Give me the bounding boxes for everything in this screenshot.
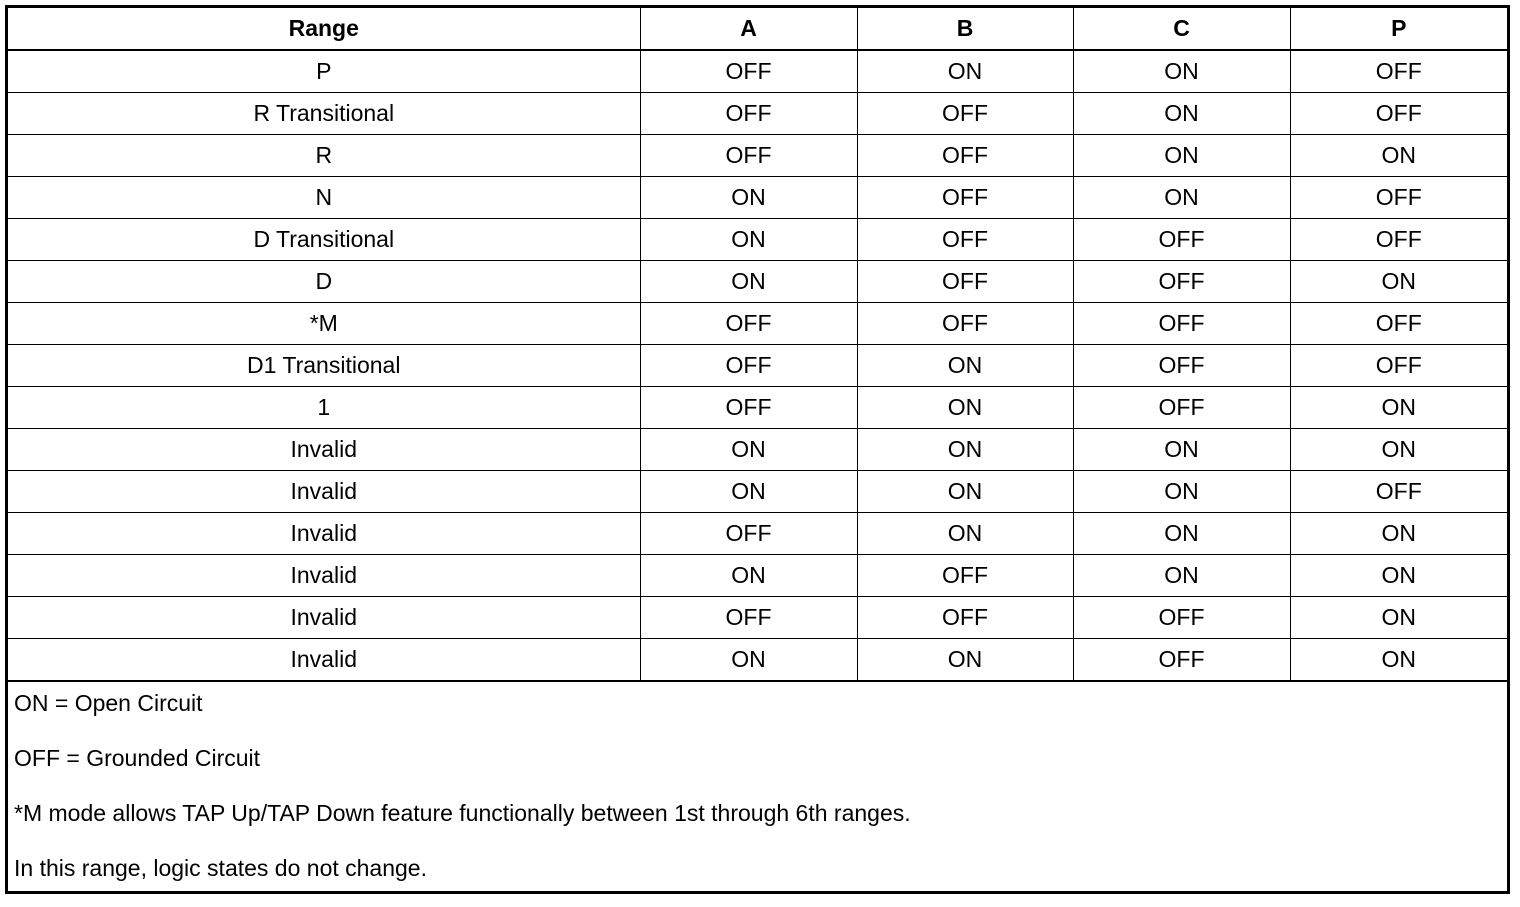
legend-notes [8,682,1507,907]
state-cell-p: ON [1290,135,1507,177]
range-cell: Invalid [8,471,640,513]
state-cell-c: OFF [1073,219,1290,261]
table-row [8,345,1507,387]
table-row [8,471,1507,513]
state-cell-b: ON [857,513,1073,555]
state-cell-c: ON [1073,471,1290,513]
state-cell-b: OFF [857,93,1073,135]
state-cell-b: ON [857,50,1073,93]
state-cell-b: ON [857,387,1073,429]
table-row [8,387,1507,429]
state-cell-c: OFF [1073,345,1290,387]
table-row [8,639,1507,682]
table-row [8,597,1507,639]
state-cell-p: ON [1290,261,1507,303]
state-cell-a: ON [640,639,857,682]
state-cell-c: OFF [1073,261,1290,303]
state-cell-a: OFF [640,597,857,639]
state-cell-a: OFF [640,513,857,555]
range-cell: P [8,50,640,93]
state-cell-p: ON [1290,387,1507,429]
state-cell-b: OFF [857,303,1073,345]
range-cell: D [8,261,640,303]
header-c: C [1073,8,1290,50]
state-cell-b: ON [857,429,1073,471]
table-row [8,50,1507,93]
range-cell: R Transitional [8,93,640,135]
state-cell-c: OFF [1073,387,1290,429]
note-m-mode: *M mode allows TAP Up/TAP Down feature functionally between 1st through 6th ranges. [14,800,911,826]
table-row [8,513,1507,555]
header-a: A [640,8,857,50]
range-cell: N [8,177,640,219]
state-cell-p: ON [1290,639,1507,682]
table-row [8,177,1507,219]
state-cell-c: OFF [1073,303,1290,345]
state-cell-a: ON [640,555,857,597]
state-cell-p: OFF [1290,303,1507,345]
state-cell-c: ON [1073,429,1290,471]
table-row [8,135,1507,177]
range-cell: Invalid [8,429,640,471]
state-cell-c: ON [1073,135,1290,177]
header-range: Range [8,8,640,50]
range-cell: R [8,135,640,177]
state-cell-c: ON [1073,513,1290,555]
range-cell: *M [8,303,640,345]
state-cell-a: ON [640,219,857,261]
range-cell: D Transitional [8,219,640,261]
state-cell-c: OFF [1073,597,1290,639]
state-cell-p: OFF [1290,93,1507,135]
range-cell: Invalid [8,513,640,555]
table-row [8,555,1507,597]
state-cell-p: OFF [1290,177,1507,219]
header-p: P [1290,8,1507,50]
state-cell-p: OFF [1290,471,1507,513]
state-cell-a: OFF [640,345,857,387]
range-cell: Invalid [8,639,640,682]
state-cell-p: OFF [1290,50,1507,93]
note-logic-states: In this range, logic states do not change. [14,855,427,881]
state-cell-p: ON [1290,429,1507,471]
state-cell-b: ON [857,639,1073,682]
range-cell: Invalid [8,597,640,639]
state-cell-a: ON [640,471,857,513]
state-cell-c: ON [1073,177,1290,219]
state-cell-c: ON [1073,50,1290,93]
state-cell-a: OFF [640,387,857,429]
state-cell-b: OFF [857,135,1073,177]
state-cell-b: ON [857,471,1073,513]
state-cell-b: OFF [857,555,1073,597]
state-cell-b: OFF [857,177,1073,219]
table-row [8,429,1507,471]
state-cell-b: OFF [857,261,1073,303]
header-row [8,8,1507,50]
state-cell-c: ON [1073,555,1290,597]
note-off-definition: OFF = Grounded Circuit [14,745,261,771]
state-cell-a: ON [640,177,857,219]
state-cell-p: OFF [1290,219,1507,261]
state-cell-b: ON [857,345,1073,387]
state-cell-a: OFF [640,135,857,177]
table-row [8,303,1507,345]
range-logic-table [8,8,1507,682]
table-row [8,93,1507,135]
table-row [8,261,1507,303]
state-cell-b: OFF [857,219,1073,261]
note-on-definition: ON = Open Circuit [14,690,203,716]
state-cell-c: ON [1073,93,1290,135]
state-cell-c: OFF [1073,639,1290,682]
state-cell-p: ON [1290,513,1507,555]
state-cell-a: OFF [640,303,857,345]
state-cell-p: OFF [1290,345,1507,387]
logic-table-frame [5,5,1510,894]
state-cell-a: OFF [640,50,857,93]
table-row [8,219,1507,261]
state-cell-a: ON [640,429,857,471]
state-cell-a: OFF [640,93,857,135]
state-cell-b: OFF [857,597,1073,639]
range-cell: D1 Transitional [8,345,640,387]
state-cell-a: ON [640,261,857,303]
state-cell-p: ON [1290,555,1507,597]
range-cell: Invalid [8,555,640,597]
header-b: B [857,8,1073,50]
range-cell: 1 [8,387,640,429]
state-cell-p: ON [1290,597,1507,639]
